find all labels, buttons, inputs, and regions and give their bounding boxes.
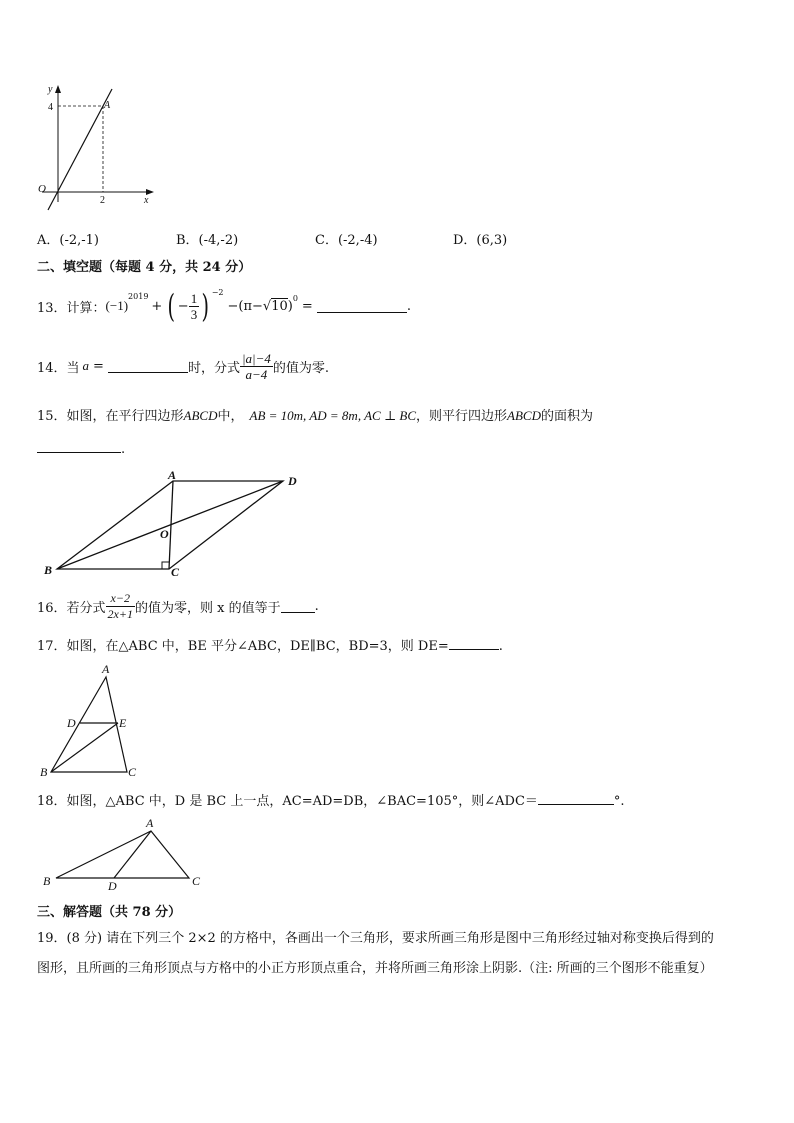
q14-eq: = (93, 358, 104, 374)
triangle-figure-q18 (38, 814, 208, 892)
label-c: C (192, 874, 201, 888)
label-o: O (160, 527, 169, 541)
q13-term1: (−1) (105, 298, 129, 313)
q15-answer-blank[interactable] (37, 440, 121, 453)
question-15-answer (37, 440, 125, 457)
question-19-line2: 图形，且所画的三角形顶点与方格中的小正方形顶点重合，并将所画三角形涂上阴影.（注: 所画的三个图形不能重复） (37, 961, 713, 976)
q14-answer-blank[interactable] (108, 360, 188, 373)
q17-end: . (498, 639, 503, 654)
graph-figure-q12 (34, 82, 159, 212)
q13-exp1: 2019 (128, 292, 149, 301)
label-a: A (146, 816, 154, 830)
triangle-figure-q17 (38, 660, 148, 782)
q13-numerator: 1 (190, 290, 198, 306)
parallelogram-figure-q15 (40, 468, 310, 580)
label-b: B (43, 874, 51, 888)
q14-fraction (240, 351, 273, 382)
section-heading-answer: 三、解答题（共 78 分） (37, 905, 182, 920)
q13-end: . (406, 298, 411, 314)
label-b: B (40, 765, 48, 779)
q15-abcd-2: ABCD (507, 408, 541, 423)
q13-radicand: 10 (271, 299, 288, 314)
question-18 (37, 790, 625, 809)
label-c: C (171, 565, 180, 579)
q13-label: 13．计算： (37, 300, 106, 316)
q17-text: 17．如图，在△ABC 中，BE 平分∠ABC，DE∥BC，BD=3，则 DE= (37, 639, 449, 654)
q13-minus-sign: − (177, 298, 189, 314)
question-15 (37, 405, 593, 424)
q13-eq: = (301, 298, 313, 314)
label-d: D (67, 716, 76, 730)
option-a: A．(-2,-1) (37, 233, 99, 248)
question-19-line1: 19．(8 分) 请在下列三个 2×2 的方格中，各画出一个三角形，要求所画三角形是图中三角形经过轴对称变换后得到的 (37, 931, 714, 946)
q13-denominator: 3 (190, 306, 198, 322)
label-x: x (144, 195, 149, 206)
q13-paren-left: ( (167, 287, 176, 325)
q15-text2: ，则平行四边形 (416, 409, 508, 424)
q13-exp3: 0 (292, 294, 298, 303)
q15-text3: 的面积为 (541, 409, 594, 424)
section-heading-fill-blank: 二、填空题（每题 4 分，共 24 分） (37, 260, 252, 275)
label-e: E (119, 716, 127, 730)
q15-abcd: ABCD (183, 408, 218, 423)
label-b: B (44, 563, 53, 577)
label-c: C (128, 765, 137, 779)
label-a: A (102, 662, 110, 676)
q14-label: 14．当 (37, 360, 80, 376)
question-17 (37, 635, 503, 654)
label-a: A (104, 100, 111, 111)
tick-4: 4 (48, 102, 53, 113)
q14-numerator: |a|−4 (241, 350, 271, 366)
q13-paren-right: ) (201, 287, 210, 325)
q14-end: 的值为零. (272, 360, 330, 376)
q18-text: 18．如图，△ABC 中，D 是 BC 上一点，AC=AD=DB，∠BAC=105°，则∠ADC＝ (37, 794, 538, 809)
q16-end: . (314, 598, 319, 614)
q16-numerator: x−2 (106, 591, 135, 607)
tick-2: 2 (100, 195, 105, 206)
label-a: A (168, 468, 177, 482)
q13-sqrt-sign: √ (262, 298, 272, 314)
q16-text: 的值为零，则 x 的值等于 (134, 600, 281, 616)
q18-answer-blank[interactable] (538, 792, 614, 805)
q13-answer-blank[interactable] (317, 300, 407, 313)
q13-minus: −(π− (227, 298, 263, 314)
label-o: O (38, 183, 46, 195)
question-16 (37, 586, 319, 626)
q15-text1: 15．如图，在平行四边形 (37, 409, 184, 424)
q16-answer-blank[interactable] (281, 600, 315, 613)
q14-mid: 时，分式 (187, 360, 240, 376)
q15-zhong: 中， (217, 409, 244, 424)
label-y: y (48, 84, 53, 95)
q14-var: a (82, 358, 90, 373)
q16-fraction (106, 591, 135, 622)
question-13 (37, 286, 411, 326)
q16-denominator: 2x+1 (107, 606, 133, 621)
q15-condition: AB = 10m, AD = 8m, AC ⊥ BC (249, 408, 417, 423)
question-14 (37, 346, 329, 386)
q14-denominator: a−4 (245, 366, 268, 382)
label-d: D (288, 474, 297, 488)
q16-label: 16．若分式 (37, 600, 106, 616)
option-b: B．(-4,-2) (176, 233, 239, 248)
option-c: C．(-2,-4) (315, 233, 378, 248)
q13-exp2: −2 (211, 288, 224, 297)
label-d: D (108, 879, 117, 892)
q17-answer-blank[interactable] (449, 637, 499, 650)
q18-end: °. (613, 794, 625, 809)
q13-fraction (189, 291, 200, 322)
q13-plus: + (151, 298, 163, 314)
q13-close: ) (287, 298, 293, 314)
option-d: D．(6,3) (453, 233, 508, 248)
q15-end: . (121, 442, 126, 457)
